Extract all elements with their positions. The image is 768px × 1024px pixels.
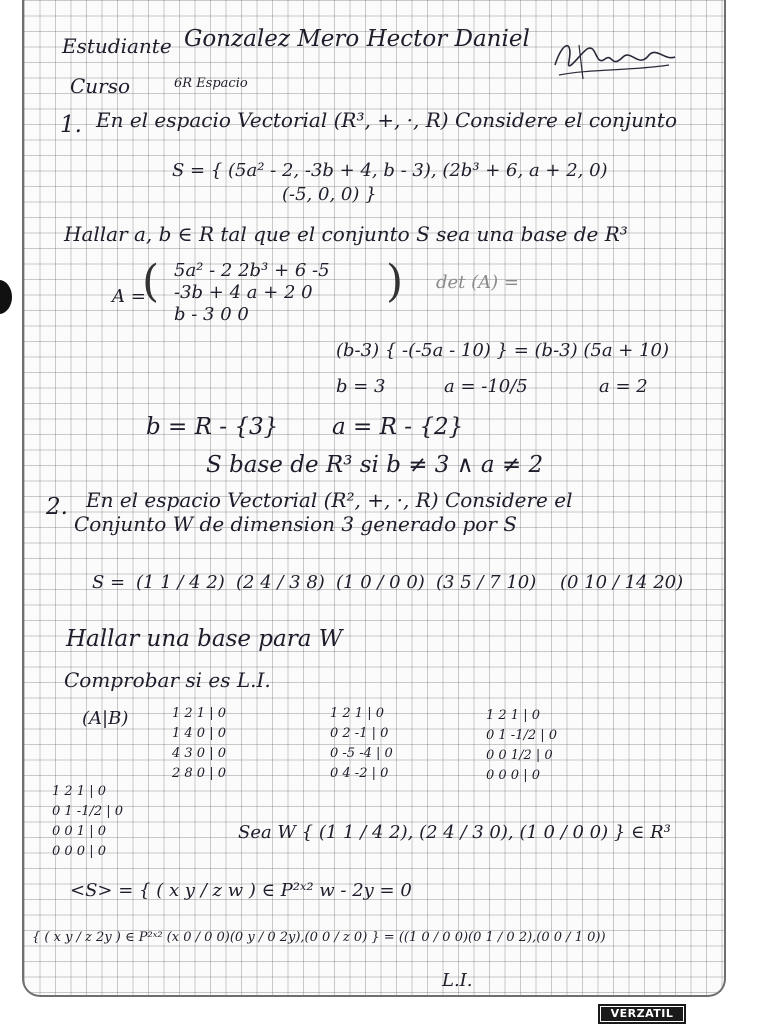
student-label: Estudiante (62, 34, 172, 58)
notebook-page (22, 0, 726, 997)
root-a: a = 2 (599, 376, 648, 397)
problem2-statement-line1: En el espacio Vectorial (R², +, ·, R) Considere el (86, 488, 573, 512)
signature-mark (549, 35, 679, 85)
reduced3-row-2: 0 1 -1/2 | 0 (52, 804, 124, 819)
reduced3-row-3: 0 0 1 | 0 (52, 824, 106, 839)
brand-logo: VERZATIL (598, 1004, 686, 1024)
course-value: 6R Espacio (174, 76, 248, 91)
set-s-matrix-4: (3 5 / 7 10) (436, 572, 537, 593)
domain-a: a = R - {2} (332, 414, 464, 440)
problem1-number: 1. (60, 112, 82, 138)
reduced2-row-1: 1 2 1 | 0 (486, 708, 540, 723)
problem2-statement-line2: Conjunto W de dimension 3 generado por S (74, 512, 517, 536)
matrix-a-row-3: b - 3 0 0 (174, 304, 249, 325)
basis-text: Sea W { (1 1 / 4 2), (2 4 / 3 0), (1 0 / 0 0) } ∈ R³ (238, 822, 671, 843)
matrix-right-bracket: ) (386, 256, 404, 307)
problem2-compute: Comprobar si es L.I. (64, 668, 271, 692)
course-label: Curso (70, 74, 131, 98)
set-s-matrix-3: (1 0 / 0 0) (336, 572, 425, 593)
span-line: <S> = { ( x y / z w ) ∈ P²ˣ² w - 2y = 0 (70, 880, 412, 901)
det-label: det (A) = (436, 272, 519, 293)
set-s-matrix-1: (1 1 / 4 2) (136, 572, 225, 593)
set-s-matrix-5: (0 10 / 14 20) (560, 572, 684, 593)
augmented-row-1: 1 2 1 | 0 (172, 706, 226, 721)
reduced2-row-4: 0 0 0 | 0 (486, 768, 540, 783)
reduced1-row-3: 0 -5 -4 | 0 (330, 746, 393, 761)
matrix-a-row-1: 5a² - 2 2b³ + 6 -5 (174, 260, 330, 281)
reduced2-row-3: 0 0 1/2 | 0 (486, 748, 553, 763)
domain-b: b = R - {3} (146, 414, 279, 440)
augmented-row-3: 4 3 0 | 0 (172, 746, 226, 761)
augmented-row-2: 1 4 0 | 0 (172, 726, 226, 741)
reduced3-row-1: 1 2 1 | 0 (52, 784, 106, 799)
det-expression: (b-3) { -(-5a - 10) } = (b-3) (5a + 10) (336, 340, 669, 361)
problem1-statement: En el espacio Vectorial (R³, +, ·, R) Considere el conjunto (96, 108, 677, 132)
student-name: Gonzalez Mero Hector Daniel (184, 26, 530, 52)
set-s-label: S = (92, 572, 126, 593)
footer-mark: L.I. (442, 970, 473, 991)
binder-hole (0, 280, 12, 314)
root-b: b = 3 (336, 376, 386, 397)
reduced1-row-2: 0 2 -1 | 0 (330, 726, 389, 741)
problem1-task: Hallar a, b ∈ R tal que el conjunto S sea una base de R³ (64, 222, 628, 246)
final-line: { ( x y / z 2y ) ∈ P²ˣ² (x 0 / 0 0)(0 y / 0 2y),(0 0 / z 0) } = ((1 0 / 0 0)(0 1 / 0 2),(0 0 / 1 0)) (32, 930, 606, 945)
root-a-fraction: a = -10/5 (444, 376, 528, 397)
matrix-a-label: A = (112, 286, 146, 307)
reduced2-row-2: 0 1 -1/2 | 0 (486, 728, 558, 743)
augmented-row-4: 2 8 0 | 0 (172, 766, 226, 781)
problem1-set-line2: (-5, 0, 0) } (282, 184, 377, 205)
augmented-label: (A|B) (82, 708, 129, 729)
reduced3-row-4: 0 0 0 | 0 (52, 844, 106, 859)
reduced1-row-1: 1 2 1 | 0 (330, 706, 384, 721)
problem2-number: 2. (46, 494, 68, 520)
problem1-conclusion: S base de R³ si b ≠ 3 ∧ a ≠ 2 (206, 452, 544, 478)
problem1-set-line1: S = { (5a² - 2, -3b + 4, b - 3), (2b³ + 6, a + 2, 0) (172, 160, 608, 181)
problem2-task: Hallar una base para W (66, 626, 343, 652)
reduced1-row-4: 0 4 -2 | 0 (330, 766, 389, 781)
matrix-left-bracket: ( (142, 256, 160, 307)
set-s-matrix-2: (2 4 / 3 8) (236, 572, 325, 593)
matrix-a-row-2: -3b + 4 a + 2 0 (174, 282, 313, 303)
